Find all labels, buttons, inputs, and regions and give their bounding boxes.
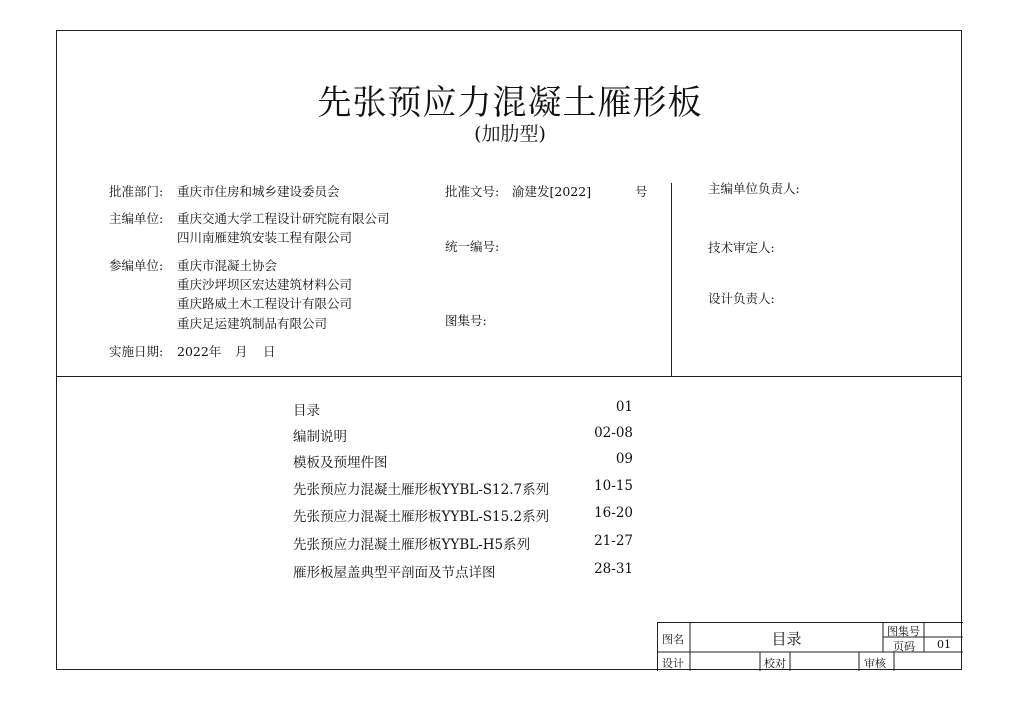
info-divider [671, 183, 672, 376]
toc-item-pages: 01 [615, 399, 633, 415]
toc-item-label: 模板及预埋件图 [293, 455, 388, 471]
participant-unit-4: 重庆足运建筑制品有限公司 [177, 316, 328, 331]
toc-item-pages: 10-15 [594, 478, 633, 494]
day-label: 日 [263, 344, 276, 359]
document-subtitle: (加肋型) [474, 123, 546, 145]
atlas-no-label: 图集号: [445, 313, 487, 328]
section-divider [57, 376, 961, 377]
month-label: 月 [235, 344, 248, 359]
toc-item-pages: 28-31 [594, 561, 633, 577]
toc-item-label: 先张预应力混凝土雁形板YYBL-S12.7系列 [293, 482, 550, 498]
chief-unit-label: 主编单位: [109, 211, 164, 226]
toc-item-pages: 02-08 [594, 425, 633, 441]
effective-date-label: 实施日期: [109, 344, 164, 359]
toc-item-pages: 16-20 [594, 505, 633, 521]
design-label: 设计 [662, 657, 684, 670]
chief-unit-2: 四川南雁建筑安装工程有限公司 [177, 230, 353, 245]
review-label: 审核 [864, 657, 886, 670]
tech-reviewer-label: 技术审定人: [708, 240, 775, 255]
check-label: 校对 [764, 657, 786, 670]
page-value: 01 [937, 638, 951, 651]
participant-label: 参编单位: [109, 258, 164, 273]
participant-unit-2: 重庆沙坪坝区宏达建筑材料公司 [177, 277, 353, 292]
page-label: 页码 [893, 640, 915, 653]
drawing-name: 目录 [771, 630, 802, 648]
participant-unit-1: 重庆市混凝土协会 [177, 258, 278, 273]
drawing-frame [56, 30, 962, 670]
drawing-name-label: 图名 [662, 633, 684, 646]
participant-unit-3: 重庆路威土木工程设计有限公司 [177, 296, 353, 311]
atlas-no-cell-label: 图集号 [887, 625, 920, 638]
approval-dept-value: 重庆市住房和城乡建设委员会 [177, 184, 340, 199]
chief-unit-head-label: 主编单位负责人: [708, 181, 800, 196]
design-head-label: 设计负责人: [708, 291, 775, 306]
toc-item-label: 先张预应力混凝土雁形板YYBL-H5系列 [293, 537, 531, 553]
approval-doc-label: 批准文号: [445, 184, 500, 199]
unified-no-label: 统一编号: [445, 239, 500, 254]
toc-item-pages: 21-27 [594, 533, 633, 549]
document-title: 先张预应力混凝土雁形板 [317, 83, 703, 123]
effective-date-value: 2022年 [177, 344, 222, 359]
toc-item-pages: 09 [615, 451, 633, 467]
toc-item-label: 编制说明 [293, 429, 347, 445]
approval-doc-value: 渝建发[2022] [512, 184, 592, 199]
approval-dept-label: 批准部门: [109, 184, 164, 199]
toc-item-label: 目录 [293, 403, 320, 419]
title-block [657, 622, 963, 671]
chief-unit-1: 重庆交通大学工程设计研究院有限公司 [177, 211, 390, 226]
toc-item-label: 先张预应力混凝土雁形板YYBL-S15.2系列 [293, 509, 550, 525]
approval-doc-suffix: 号 [635, 184, 648, 199]
toc-item-label: 雁形板屋盖典型平剖面及节点详图 [293, 565, 496, 581]
